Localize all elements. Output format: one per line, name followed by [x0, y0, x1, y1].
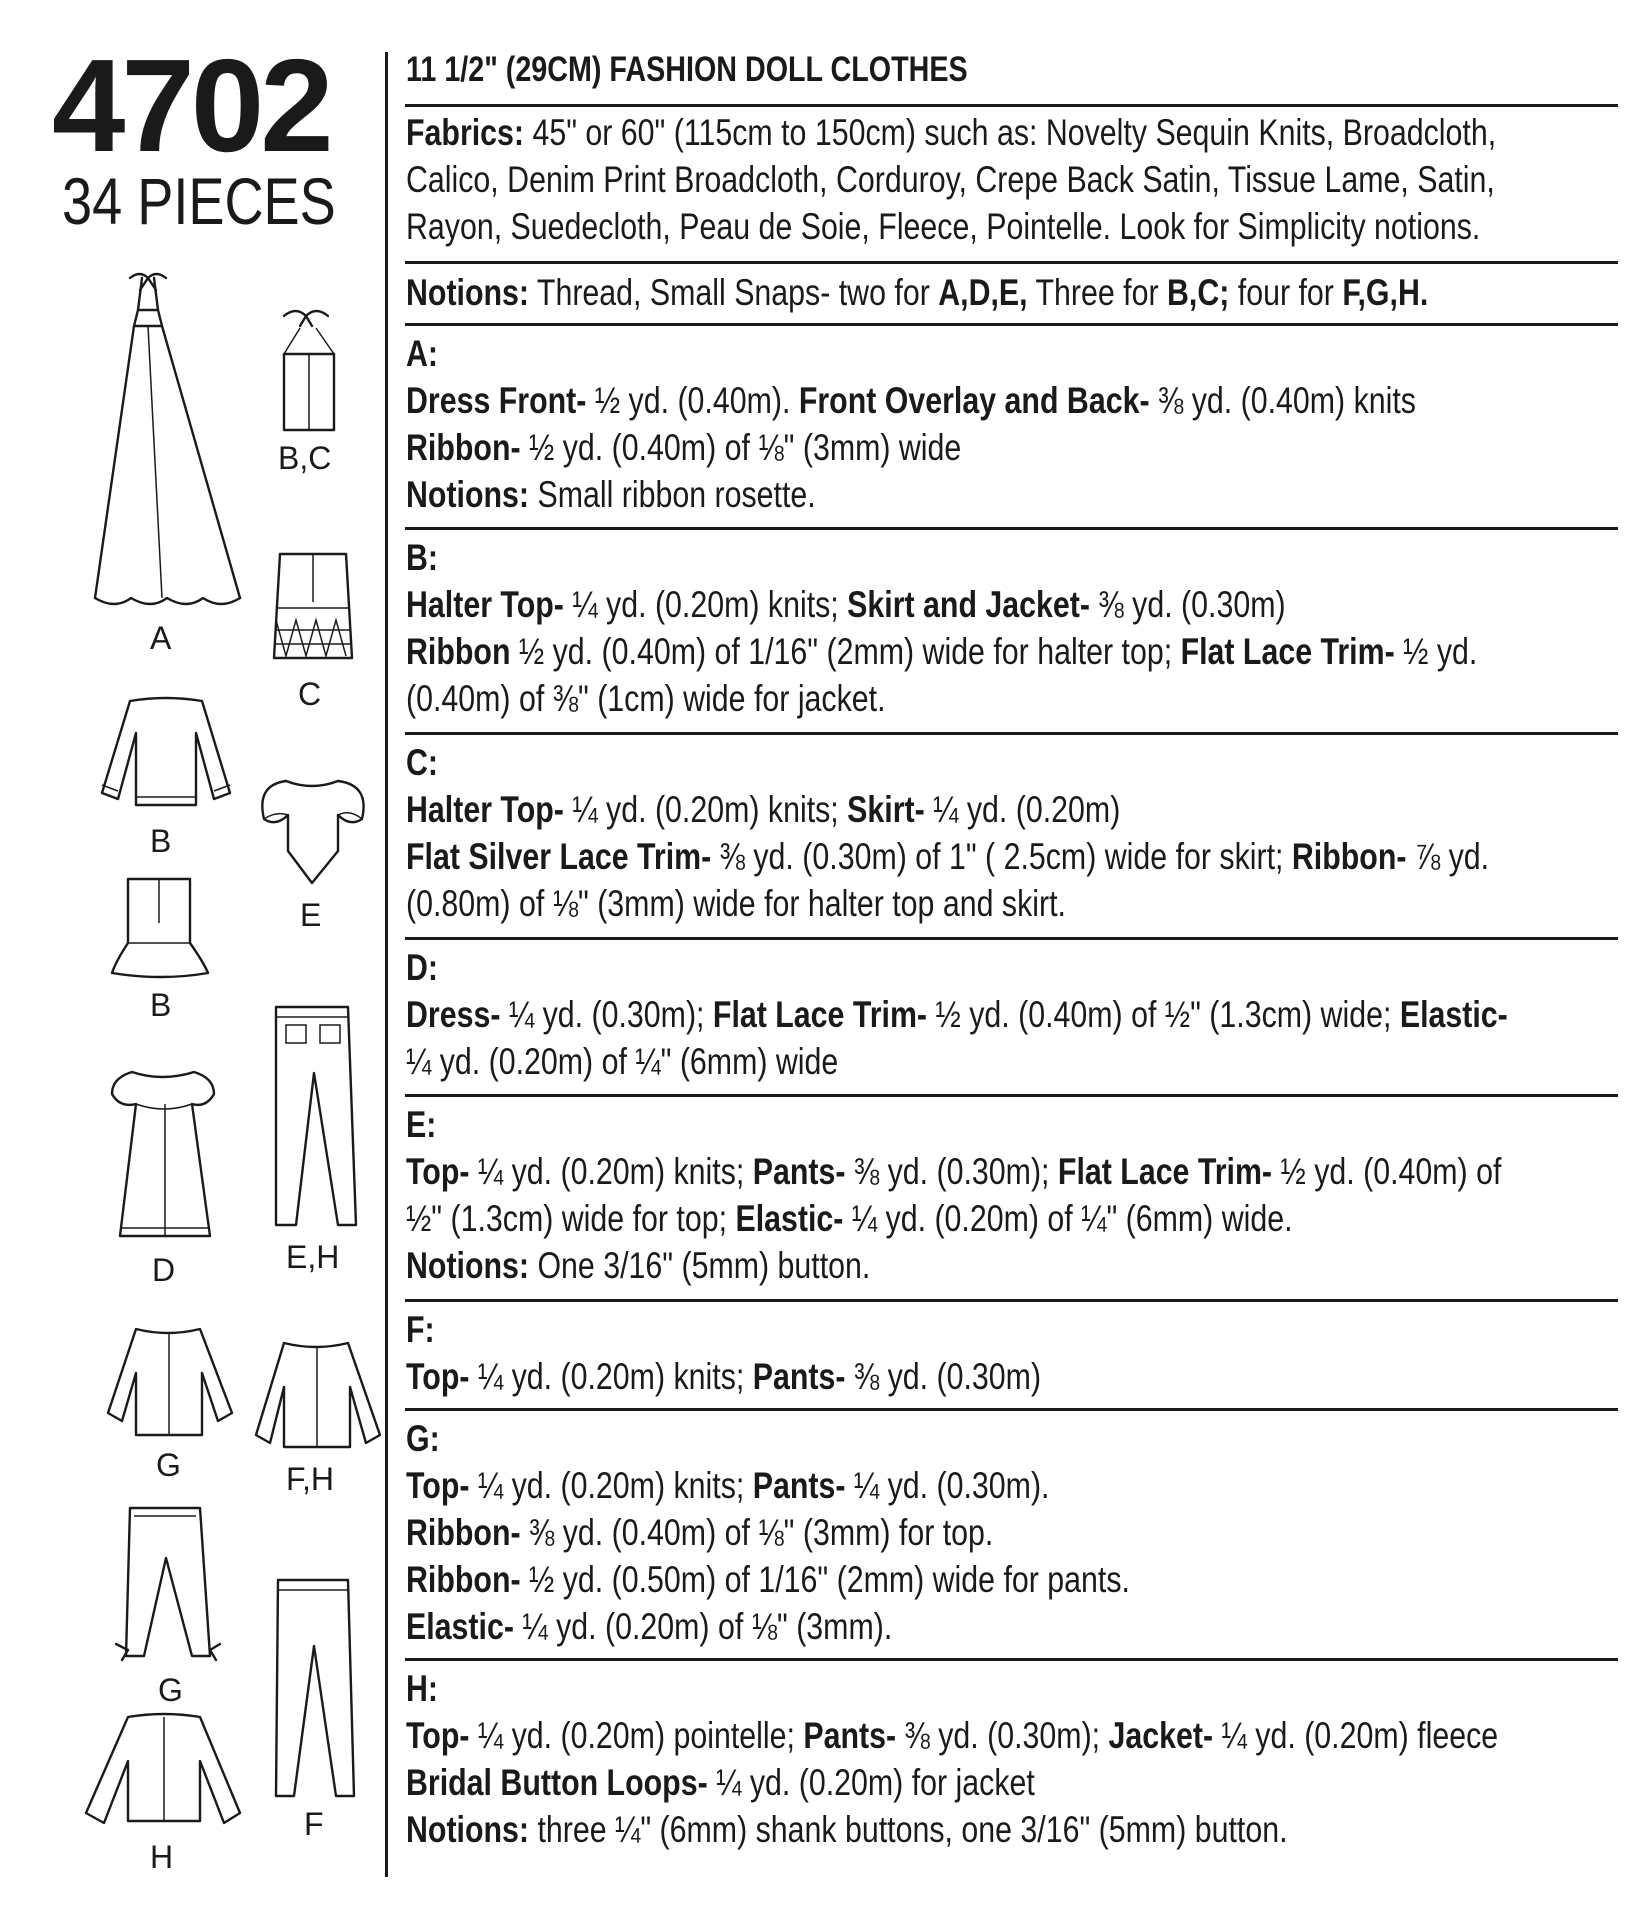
section-label: G:: [406, 1418, 440, 1459]
item-text: ⅜ yd. (0.40m) of ⅛" (3mm) for top.: [520, 1512, 994, 1553]
raglan-top-drawing: [106, 1321, 236, 1451]
item-name: Top-: [406, 1356, 470, 1397]
fabrics-label: Fabrics:: [406, 112, 525, 153]
section-f: [406, 1306, 1620, 1400]
column-divider: [385, 52, 388, 1877]
item-text: One 3/16" (5mm) button.: [529, 1245, 871, 1286]
notions-text: Thread, Small Snaps- two for: [529, 272, 939, 313]
divider: [405, 527, 1618, 530]
item-name: Top-: [406, 1715, 470, 1756]
figure-label: B: [150, 823, 172, 859]
item-text: ½ yd. (0.40m) of ½" (1.3cm) wide;: [927, 994, 1400, 1035]
item-name: Ribbon-: [406, 1512, 521, 1553]
item-name: Halter Top-: [406, 584, 564, 625]
item-text: ¼ yd. (0.20m) of ⅛" (3mm).: [513, 1606, 893, 1647]
item-text: ⅜ yd. (0.30m) of 1" ( 2.5cm) wide for skirt;: [711, 836, 1292, 877]
notions-text: Three for: [1027, 272, 1167, 313]
item-text: ½ yd. (0.40m) of ⅛" (3mm) wide: [520, 427, 962, 468]
divider: [405, 732, 1618, 735]
item-text: ¼ yd. (0.20m) for jacket: [707, 1762, 1035, 1803]
item-text: ½" (1.3cm) wide for top;: [406, 1198, 736, 1239]
dress-drawing: [110, 1060, 220, 1250]
section-b: [406, 534, 1620, 722]
figure-label: F,H: [286, 1461, 334, 1497]
item-name: Skirt-: [847, 789, 925, 830]
section-label: H:: [406, 1668, 439, 1709]
section-c: [406, 739, 1620, 927]
halter-top-drawing: [276, 302, 356, 442]
section-label: B:: [406, 537, 439, 578]
item-name: Skirt and Jacket-: [847, 584, 1090, 625]
item-text: ⅜ yd. (0.30m): [845, 1356, 1042, 1397]
figure-label: E: [300, 897, 322, 933]
pattern-number: 4702: [52, 32, 330, 179]
item-name: Jacket-: [1108, 1715, 1214, 1756]
section-h: [406, 1665, 1620, 1853]
item-name: Halter Top-: [406, 789, 564, 830]
item-name: Flat Lace Trim-: [712, 994, 928, 1035]
item-text: ¼ yd. (0.20m) knits;: [469, 1356, 753, 1397]
figure-label: G: [156, 1447, 181, 1483]
item-name: Top-: [406, 1465, 470, 1506]
ruffle-skirt-drawing: [106, 873, 216, 983]
fabrics-section: [406, 109, 1620, 250]
section-a: [406, 330, 1620, 518]
item-text: ¼ yd. (0.20m) fleece: [1213, 1715, 1499, 1756]
item-name: Pants-: [803, 1715, 897, 1756]
item-name: Notions:: [406, 1809, 530, 1850]
figure-label: A: [150, 620, 172, 656]
notions-label: Notions:: [406, 272, 530, 313]
item-text: ⅞ yd.: [1406, 836, 1490, 877]
item-name: Ribbon-: [406, 427, 521, 468]
page-title: 11 1/2" (29CM) FASHION DOLL CLOTHES: [406, 50, 968, 89]
divider: [405, 261, 1618, 264]
item-name: Elastic-: [406, 1606, 514, 1647]
divider: [405, 1408, 1618, 1411]
section-e: [406, 1101, 1620, 1289]
long-sleeve-top-drawing: [254, 1335, 384, 1465]
divider: [405, 937, 1618, 940]
item-text: ⅜ yd. (0.30m);: [845, 1151, 1058, 1192]
item-text: ½ yd.: [1394, 631, 1478, 672]
notions-section: [406, 269, 1620, 316]
lace-skirt-drawing: [270, 548, 360, 668]
figure-label: E,H: [286, 1239, 340, 1275]
section-label: E:: [406, 1104, 437, 1145]
section-label: D:: [406, 947, 439, 988]
item-name: Elastic-: [1399, 994, 1508, 1035]
peasant-top-drawing: [258, 771, 368, 891]
item-name: Ribbon: [406, 631, 511, 672]
figure-label: F: [304, 1806, 324, 1842]
capri-pants-drawing: [120, 1504, 230, 1684]
section-g: [406, 1415, 1620, 1650]
item-text: ¼ yd. (0.20m) knits;: [563, 789, 848, 830]
item-text: ½ yd. (0.40m) of 1/16" (2mm) wide for halter top;: [510, 631, 1181, 672]
item-text: ⅜ yd. (0.40m) knits: [1149, 380, 1416, 421]
item-text: ½ yd. (0.40m) of: [1272, 1151, 1502, 1192]
figure-label: D: [152, 1252, 176, 1288]
item-text: ¼ yd. (0.20m) knits;: [469, 1151, 753, 1192]
item-text: ¼ yd. (0.20m) of ¼" (6mm) wide.: [843, 1198, 1293, 1239]
fleece-jacket-drawing: [82, 1709, 242, 1839]
section-label: C:: [406, 742, 439, 783]
item-name: Top-: [406, 1151, 470, 1192]
piece-count: 34 PIECES: [62, 164, 336, 238]
fabrics-line: Rayon, Suedecloth, Peau de Soie, Fleece, Pointelle. Look for Simplicity notions.: [406, 206, 1481, 247]
item-text: ⅜ yd. (0.30m);: [896, 1715, 1109, 1756]
notions-views: F,G,H.: [1342, 272, 1429, 313]
figure-label: H: [150, 1839, 174, 1875]
divider: [405, 1299, 1618, 1302]
item-name: Flat Lace Trim-: [1180, 631, 1395, 672]
notions-text: four for: [1229, 272, 1343, 313]
item-text: Small ribbon rosette.: [529, 474, 816, 515]
fabrics-line: 45" or 60" (115cm to 150cm) such as: Novelty Sequin Knits, Broadcloth,: [524, 112, 1497, 153]
item-name: Notions:: [406, 474, 530, 515]
section-label: F:: [406, 1309, 435, 1350]
item-text: ¼ yd. (0.20m) of ¼" (6mm) wide: [406, 1041, 839, 1082]
item-name: Elastic-: [735, 1198, 844, 1239]
divider: [405, 323, 1618, 326]
gown-drawing: [90, 268, 250, 608]
notions-views: A,D,E,: [938, 272, 1028, 313]
item-name: Flat Lace Trim-: [1057, 1151, 1273, 1192]
item-name: Pants-: [752, 1151, 846, 1192]
notions-views: B,C;: [1166, 272, 1230, 313]
divider: [405, 1658, 1618, 1661]
item-text: ¼ yd. (0.20m) knits;: [563, 584, 848, 625]
item-text: ¼ yd. (0.20m) knits;: [469, 1465, 753, 1506]
jeans-drawing: [272, 1003, 362, 1233]
item-text: ¼ yd. (0.20m) pointelle;: [469, 1715, 804, 1756]
item-text: ½ yd. (0.40m).: [586, 380, 799, 421]
item-text: (0.80m) of ⅛" (3mm) wide for halter top and skirt.: [406, 883, 1066, 924]
item-text: ¼ yd. (0.20m): [924, 789, 1121, 830]
item-name: Front Overlay and Back-: [798, 380, 1150, 421]
divider: [405, 104, 1618, 107]
item-name: Pants-: [752, 1356, 846, 1397]
item-text: ½ yd. (0.50m) of 1/16" (2mm) wide for pants.: [520, 1559, 1130, 1600]
item-text: ¼ yd. (0.30m).: [845, 1465, 1050, 1506]
figure-label: B,C: [278, 440, 332, 476]
jacket-drawing: [96, 693, 236, 823]
divider: [405, 1094, 1618, 1097]
item-name: Dress-: [406, 994, 501, 1035]
item-name: Bridal Button Loops-: [406, 1762, 708, 1803]
fabrics-line: Calico, Denim Print Broadcloth, Corduroy, Crepe Back Satin, Tissue Lame, Satin,: [406, 159, 1495, 200]
figure-label: G: [158, 1672, 183, 1708]
item-text: ¼ yd. (0.30m);: [500, 994, 713, 1035]
item-name: Ribbon-: [406, 1559, 521, 1600]
section-label: A:: [406, 333, 439, 374]
figure-label: C: [298, 676, 322, 712]
item-name: Flat Silver Lace Trim-: [406, 836, 712, 877]
item-text: (0.40m) of ⅜" (1cm) wide for jacket.: [406, 678, 886, 719]
item-name: Pants-: [752, 1465, 846, 1506]
leggings-drawing: [268, 1576, 358, 1806]
item-name: Ribbon-: [1291, 836, 1407, 877]
item-name: Notions:: [406, 1245, 530, 1286]
figure-label: B: [150, 987, 172, 1023]
item-text: three ¼" (6mm) shank buttons, one 3/16" (5mm) button.: [529, 1809, 1288, 1850]
section-d: [406, 944, 1620, 1085]
item-text: ⅜ yd. (0.30m): [1089, 584, 1286, 625]
item-name: Dress Front-: [406, 380, 587, 421]
